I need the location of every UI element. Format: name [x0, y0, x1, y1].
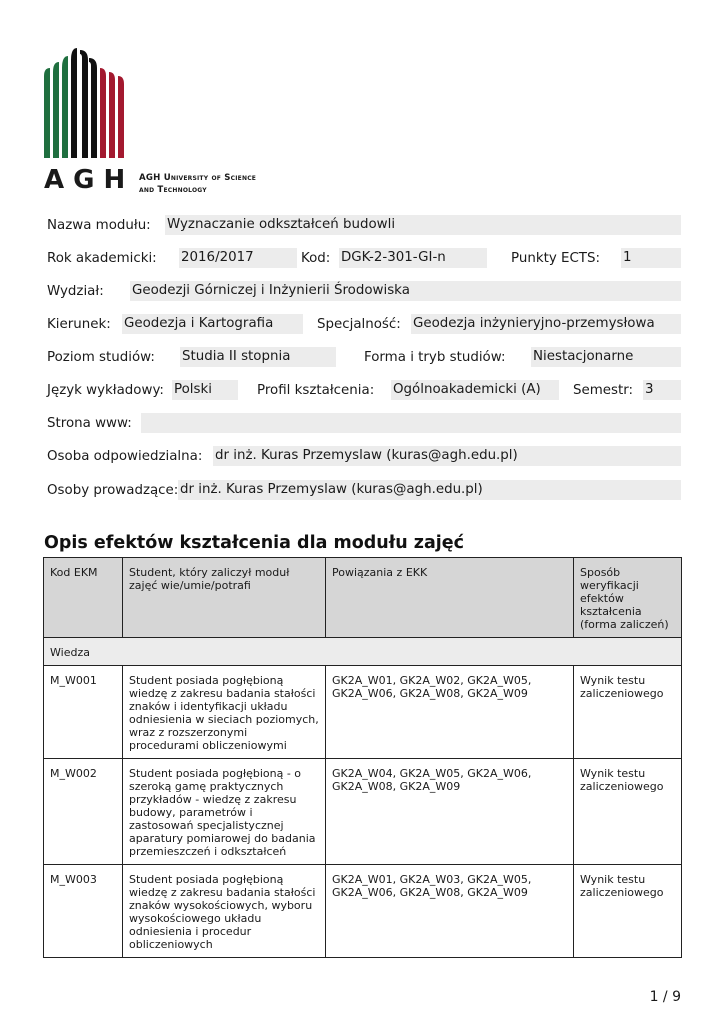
row-ekk: GK2A_W01, GK2A_W03, GK2A_W05, GK2A_W06, GK2A_W08, GK2A_W09 [326, 865, 574, 958]
value-language: Polski [172, 380, 238, 400]
table-row [44, 759, 682, 865]
table-row [44, 666, 682, 759]
label-faculty: Wydział: [47, 284, 104, 299]
table-header-row [44, 558, 682, 638]
row-ekk: GK2A_W04, GK2A_W05, GK2A_W06, GK2A_W08, GK2A_W09 [326, 759, 574, 865]
logo-bar-green-3 [62, 56, 68, 158]
label-academic-year: Rok akademicki: [47, 251, 157, 266]
label-specialty: Specjalność: [317, 317, 401, 332]
label-website: Strona www: [47, 416, 132, 431]
label-study-form: Forma i tryb studiów: [364, 350, 506, 365]
value-semester: 3 [643, 380, 681, 400]
label-language: Język wykładowy: [47, 383, 164, 398]
logo-bar-black-2 [80, 50, 88, 158]
value-instructors: dr inż. Kuras Przemyslaw (kuras@agh.edu.pl) [178, 480, 681, 500]
label-semester: Semestr: [573, 383, 634, 398]
value-field-of-study: Geodezja i Kartografia [122, 314, 303, 334]
value-study-form: Niestacjonarne [531, 347, 681, 367]
logo-bar-red-3 [118, 76, 124, 158]
value-study-level: Studia II stopnia [180, 347, 336, 367]
table-group-row [44, 638, 682, 666]
value-faculty: Geodezji Górniczej i Inżynierii Środowiska [130, 281, 681, 301]
section-title-learning-outcomes: Opis efektów kształcenia dla modułu zajęć [44, 533, 465, 553]
logo-bar-red-1 [100, 68, 106, 158]
header-ekk-links: Powiązania z EKK [326, 558, 574, 638]
row-verification: Wynik testu zaliczeniowego [574, 759, 682, 865]
label-ects: Punkty ECTS: [511, 251, 601, 266]
row-verification: Wynik testu zaliczeniowego [574, 865, 682, 958]
header-code: Kod EKM [44, 558, 123, 638]
row-description: Student posiada pogłębioną - o szeroką gamę praktycznych przykładów - wiedzę z zakresu budowy, parametrów i zastosowań specjalistycznej aparatury pomiarowej do badania przemieszczeń i odkształceń [123, 759, 326, 865]
row-code: M_W001 [44, 666, 123, 759]
value-module-name: Wyznaczanie odkształceń budowli [165, 215, 681, 235]
logo-line-2: and Technology [139, 185, 207, 195]
header-verification-method: Sposób weryfikacji efektów kształcenia (forma zaliczeń) [574, 558, 682, 638]
group-label: Wiedza [44, 638, 682, 666]
value-profile: Ogólnoakademicki (A) [391, 380, 559, 400]
value-responsible-person: dr inż. Kuras Przemyslaw (kuras@agh.edu.pl) [213, 446, 681, 466]
value-specialty: Geodezja inżynieryjno-przemysłowa [411, 314, 681, 334]
logo-bar-green-1 [44, 68, 50, 158]
label-field-of-study: Kierunek: [47, 317, 111, 332]
row-description: Student posiada pogłębioną wiedzę z zakresu badania stałości znaków wysokościowych, wyboru wysokościowego układu odniesienia i procedur obliczeniowych [123, 865, 326, 958]
label-instructors: Osoby prowadzące: [47, 483, 179, 498]
row-verification: Wynik testu zaliczeniowego [574, 666, 682, 759]
value-code: DGK-2-301-GI-n [339, 248, 487, 268]
row-description: Student posiada pogłębioną wiedzę z zakresu badania stałości znaków i identyfikacji układu odniesienia w sieciach poziomych, wraz z rozszerzonymi procedurami obliczeniowymi [123, 666, 326, 759]
row-code: M_W003 [44, 865, 123, 958]
logo-wordmark: AGH [44, 165, 135, 195]
agh-logo-emblem [44, 46, 124, 158]
row-ekk: GK2A_W01, GK2A_W02, GK2A_W05, GK2A_W06, GK2A_W08, GK2A_W09 [326, 666, 574, 759]
logo-university-name [139, 172, 256, 196]
page-number: 1 / 9 [649, 989, 681, 1005]
logo-bar-black-1 [71, 48, 77, 158]
label-code: Kod: [301, 251, 331, 266]
value-academic-year: 2016/2017 [179, 248, 297, 268]
label-profile: Profil kształcenia: [257, 383, 375, 398]
value-website [141, 413, 681, 433]
learning-outcomes-table [43, 557, 682, 958]
label-responsible-person: Osoba odpowiedzialna: [47, 449, 203, 464]
value-ects: 1 [621, 248, 681, 268]
logo-bar-red-2 [109, 72, 115, 158]
logo-bar-green-2 [53, 62, 59, 158]
agh-logo [44, 46, 272, 196]
row-code: M_W002 [44, 759, 123, 865]
logo-bar-black-3 [89, 58, 97, 158]
label-study-level: Poziom studiów: [47, 350, 155, 365]
table-row [44, 865, 682, 958]
header-student-outcome: Student, który zaliczył moduł zajęć wie/umie/potrafi [123, 558, 326, 638]
logo-line-1: AGH University of Science [139, 173, 257, 183]
label-module-name: Nazwa modułu: [47, 218, 151, 233]
